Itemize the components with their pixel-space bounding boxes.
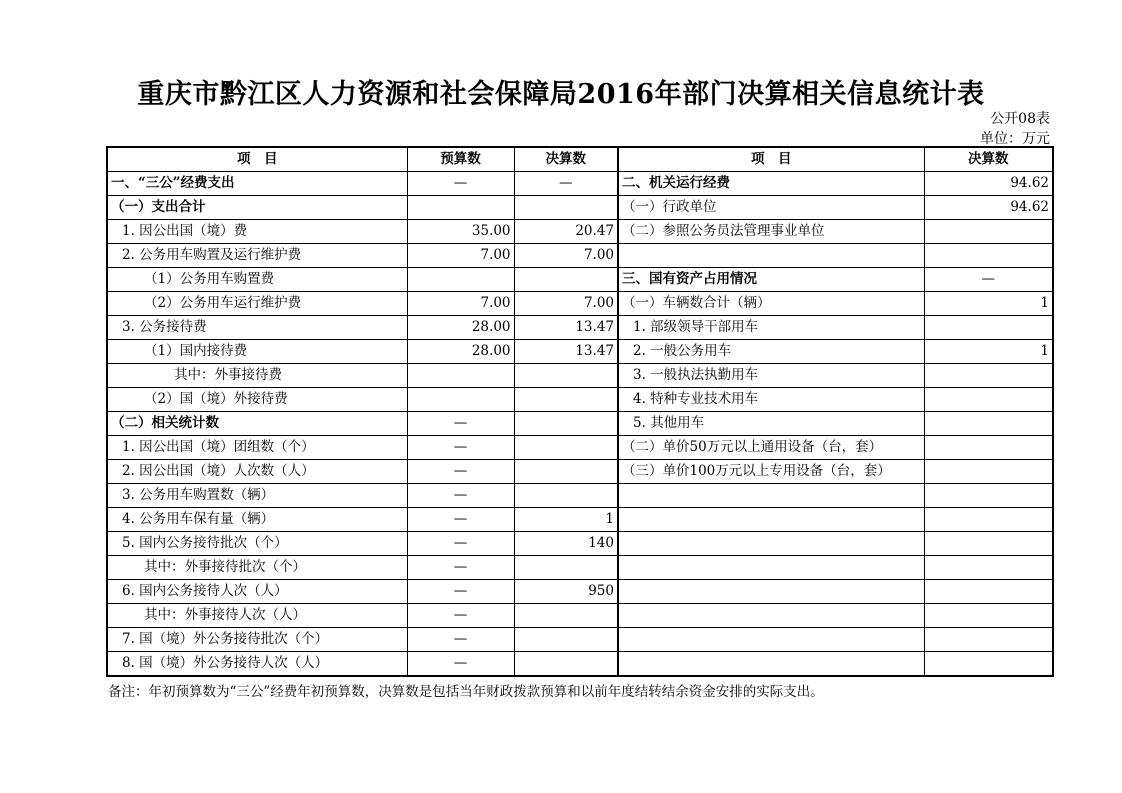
left-label: （2）国（境）外接待费 xyxy=(107,388,407,412)
final-cell xyxy=(514,268,618,292)
final-cell: 7.00 xyxy=(514,244,618,268)
budget-cell: — xyxy=(407,532,514,556)
right-value xyxy=(924,244,1053,268)
left-label: 3. 公务用车购置数（辆） xyxy=(107,484,407,508)
left-label: 其中：外事接待费 xyxy=(107,364,407,388)
budget-cell xyxy=(407,196,514,220)
table-row xyxy=(107,340,1053,364)
final-cell xyxy=(514,436,618,460)
right-label xyxy=(618,556,924,580)
final-cell: 13.47 xyxy=(514,340,618,364)
statistics-table xyxy=(106,146,1054,677)
right-label xyxy=(618,484,924,508)
final-cell: 13.47 xyxy=(514,316,618,340)
budget-cell: 35.00 xyxy=(407,220,514,244)
budget-cell: 28.00 xyxy=(407,340,514,364)
left-label: 5. 国内公务接待批次（个） xyxy=(107,532,407,556)
table-row xyxy=(107,604,1053,628)
header-budget: 预算数 xyxy=(407,147,514,172)
final-cell xyxy=(514,412,618,436)
budget-cell: — xyxy=(407,412,514,436)
table-row xyxy=(107,436,1053,460)
right-label xyxy=(618,508,924,532)
budget-cell: — xyxy=(407,556,514,580)
left-label: 4. 公务用车保有量（辆） xyxy=(107,508,407,532)
right-label xyxy=(618,604,924,628)
final-cell xyxy=(514,652,618,677)
budget-cell: — xyxy=(407,436,514,460)
header-row xyxy=(107,147,1053,172)
budget-cell: — xyxy=(407,508,514,532)
right-label: （三）单价100万元以上专用设备（台，套） xyxy=(618,460,924,484)
left-label: 1. 因公出国（境）团组数（个） xyxy=(107,436,407,460)
left-label: 其中：外事接待人次（人） xyxy=(107,604,407,628)
left-label: （二）相关统计数 xyxy=(107,412,407,436)
right-label xyxy=(618,532,924,556)
right-label: 2. 一般公务用车 xyxy=(618,340,924,364)
left-label: （1）国内接待费 xyxy=(107,340,407,364)
left-label: 7. 国（境）外公务接待批次（个） xyxy=(107,628,407,652)
right-label: 5. 其他用车 xyxy=(618,412,924,436)
right-value xyxy=(924,628,1053,652)
right-label: （一）车辆数合计（辆） xyxy=(618,292,924,316)
final-cell: 7.00 xyxy=(514,292,618,316)
table-row xyxy=(107,484,1053,508)
right-value: — xyxy=(924,268,1053,292)
right-label: 1. 部级领导干部用车 xyxy=(618,316,924,340)
right-label: （二）单价50万元以上通用设备（台，套） xyxy=(618,436,924,460)
table-row xyxy=(107,196,1053,220)
left-label: 3. 公务接待费 xyxy=(107,316,407,340)
page-title: 重庆市黔江区人力资源和社会保障局2016年部门决算相关信息统计表 xyxy=(137,79,985,110)
right-value: 1 xyxy=(924,292,1053,316)
final-cell: 20.47 xyxy=(514,220,618,244)
right-value xyxy=(924,412,1053,436)
header-item: 项 目 xyxy=(107,147,407,172)
right-label: 三、国有资产占用情况 xyxy=(618,268,924,292)
table-row xyxy=(107,316,1053,340)
right-label: 3. 一般执法执勤用车 xyxy=(618,364,924,388)
budget-cell: — xyxy=(407,484,514,508)
right-label xyxy=(618,628,924,652)
right-value xyxy=(924,364,1053,388)
budget-cell: — xyxy=(407,460,514,484)
final-cell xyxy=(514,364,618,388)
left-label: 6. 国内公务接待人次（人） xyxy=(107,580,407,604)
final-cell: 1 xyxy=(514,508,618,532)
budget-cell: 7.00 xyxy=(407,244,514,268)
table-row xyxy=(107,292,1053,316)
right-label: 4. 特种专业技术用车 xyxy=(618,388,924,412)
table-row xyxy=(107,412,1053,436)
budget-cell: 7.00 xyxy=(407,292,514,316)
budget-cell: — xyxy=(407,652,514,677)
budget-cell: — xyxy=(407,604,514,628)
table-row xyxy=(107,508,1053,532)
left-label: 2. 公务用车购置及运行维护费 xyxy=(107,244,407,268)
final-cell: 950 xyxy=(514,580,618,604)
right-label xyxy=(618,580,924,604)
right-value: 94.62 xyxy=(924,196,1053,220)
final-cell xyxy=(514,460,618,484)
right-value xyxy=(924,220,1053,244)
left-label: （2）公务用车运行维护费 xyxy=(107,292,407,316)
final-cell xyxy=(514,388,618,412)
left-label: 2. 因公出国（境）人次数（人） xyxy=(107,460,407,484)
left-label: 一、“三公”经费支出 xyxy=(107,172,407,196)
table-row xyxy=(107,220,1053,244)
table-row xyxy=(107,460,1053,484)
form-number: 公开08表 xyxy=(990,111,1050,127)
table-row xyxy=(107,244,1053,268)
header-final: 决算数 xyxy=(514,147,618,172)
budget-cell xyxy=(407,388,514,412)
right-value xyxy=(924,652,1053,677)
table-row xyxy=(107,388,1053,412)
budget-cell: — xyxy=(407,628,514,652)
final-cell xyxy=(514,628,618,652)
header-item-right: 项 目 xyxy=(618,147,924,172)
budget-cell: — xyxy=(407,580,514,604)
table-row xyxy=(107,268,1053,292)
right-label xyxy=(618,244,924,268)
left-label: 1. 因公出国（境）费 xyxy=(107,220,407,244)
table-row xyxy=(107,364,1053,388)
table-row xyxy=(107,172,1053,196)
footnote: 备注：年初预算数为“三公”经费年初预算数，决算数是包括当年财政拨款预算和以前年度结转结余资金安排的实际支出。 xyxy=(108,684,824,700)
right-value xyxy=(924,460,1053,484)
header-final-right: 决算数 xyxy=(924,147,1053,172)
table-row xyxy=(107,652,1053,677)
final-cell: — xyxy=(514,172,618,196)
left-label: （一）支出合计 xyxy=(107,196,407,220)
table-row xyxy=(107,556,1053,580)
table-row xyxy=(107,580,1053,604)
right-value xyxy=(924,580,1053,604)
right-value xyxy=(924,604,1053,628)
right-value xyxy=(924,388,1053,412)
budget-cell xyxy=(407,268,514,292)
budget-cell xyxy=(407,364,514,388)
unit-label: 单位：万元 xyxy=(980,131,1050,147)
right-value xyxy=(924,484,1053,508)
left-label: 8. 国（境）外公务接待人次（人） xyxy=(107,652,407,677)
right-value xyxy=(924,556,1053,580)
right-label xyxy=(618,652,924,677)
left-label: 其中：外事接待批次（个） xyxy=(107,556,407,580)
table-row xyxy=(107,532,1053,556)
right-value: 1 xyxy=(924,340,1053,364)
final-cell xyxy=(514,484,618,508)
right-label: （一）行政单位 xyxy=(618,196,924,220)
final-cell xyxy=(514,604,618,628)
budget-cell: — xyxy=(407,172,514,196)
right-value xyxy=(924,316,1053,340)
final-cell xyxy=(514,196,618,220)
right-value xyxy=(924,436,1053,460)
final-cell xyxy=(514,556,618,580)
right-value: 94.62 xyxy=(924,172,1053,196)
table-row xyxy=(107,628,1053,652)
final-cell: 140 xyxy=(514,532,618,556)
right-value xyxy=(924,508,1053,532)
right-label: （二）参照公务员法管理事业单位 xyxy=(618,220,924,244)
budget-cell: 28.00 xyxy=(407,316,514,340)
right-value xyxy=(924,532,1053,556)
right-label: 二、机关运行经费 xyxy=(618,172,924,196)
left-label: （1）公务用车购置费 xyxy=(107,268,407,292)
